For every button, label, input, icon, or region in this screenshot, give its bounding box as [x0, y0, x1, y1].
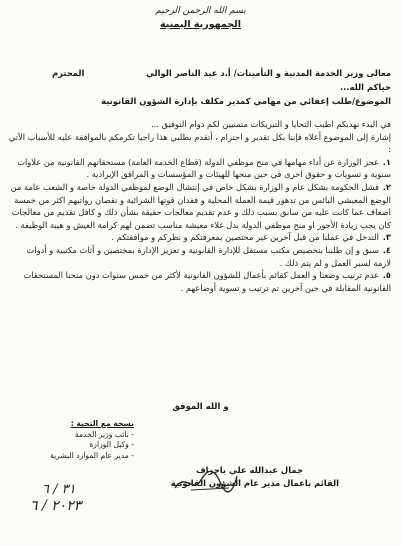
reason-item — [8, 244, 391, 269]
reason-item — [8, 156, 391, 181]
copy-recipient: - نائب وزير الخدمة — [74, 429, 134, 439]
handwritten-date-top: ٣١ / ٦ — [42, 482, 76, 497]
item-number: ٣. — [382, 232, 391, 243]
closing-line: و الله الموفق — [172, 402, 229, 412]
recipient-text: معالى وزير الخدمة المدنية و التأمينات/ أ.د عبد الناصر الوالي — [146, 68, 391, 78]
reason-item — [8, 231, 391, 244]
signatory-title: القائم باعمال مدير عام الشؤون القانونية — [170, 478, 339, 488]
copy-recipient: - وكيل الوزارة — [89, 440, 134, 449]
letter-body — [8, 118, 391, 294]
intro-paragraph-2: إشارة إلى الموضوع أعلاه فإننا بكل تقدير و احترام ، أتقدم بطلبي هذا راجيا تكرمكم بالموافقة عليه للأسباب الآتي : — [8, 131, 391, 155]
honorific: المحترم — [52, 68, 85, 78]
copies-block — [14, 419, 134, 461]
greeting: حياكم الله... — [339, 82, 391, 92]
reason-item — [8, 269, 391, 294]
item-number: ٢. — [382, 181, 391, 192]
item-number: ١. — [382, 156, 391, 167]
signature-scribble-icon — [171, 468, 241, 496]
copies-heading: نسخة مع التحية : — [70, 419, 134, 428]
item-text: عجز الوزارة عن أداء مهامها في منح موظفي الدولة (قطاع الخدمة العامة) مستحقاتهم القانونية من علاوات سنوية و تسويات و حقوق اخرى في حين منحها للهيئات و المؤسسات و المرافق الإيرادية . — [17, 156, 391, 180]
item-text: عدم ترتيب وضعنا و العمل كقائم بأعمال للشؤون القانونية لأكثر من خمس سنوات دون منحنا المستحقات القانونية المقابلة في حين آخرين تم ترتيب و تسوية أوضاعهم . — [23, 270, 391, 293]
copy-recipient: - مدير عام الموارد البشرية — [49, 450, 134, 460]
item-text: فشل الحكومة بشكل عام و الوزارة بشكل خاص في إنتشال الوضع لموظفي الدولة خاصة و الشعب عامة من الوضع المعيشي البائس من تدهور قيمة العملة المحلية و فقدان قوتها الشرائية و نقصان رواتبهم اكثر من خمسة اضعاف عما كانت عليه من سابق بسبب ذلك و عدم تقديم معالجات حقيقة بشأن ذلك و كافل تقديم من معالجات كان يجب زيادة الأجور او منح موظفي الدولة بدل غلاء معيشة مناسب تضمن لهم كرامة العيش و هيبة الوظيفة . — [10, 181, 391, 230]
handwritten-date-bottom: ٢٠٢٣ / ٦ — [30, 498, 82, 514]
signatory-name: جمال عبدالله علي باجزاف — [195, 465, 303, 475]
item-text: التدخل في عملنا من قبل آخرين غير مختصين بمعرفتكم و نظركم و موافقتكم . — [111, 232, 379, 243]
item-number: ٥. — [382, 270, 391, 281]
item-number: ٤. — [382, 244, 391, 255]
basmala-heading: بسم الله الرحمن الرحيم — [155, 6, 246, 16]
republic-heading: الجمهورية اليمنية — [160, 19, 241, 30]
intro-paragraph-1: في البدء نهديكم اطيب التحايا و التبريكات متمنيين لكم دوام التوفيق ... — [151, 119, 391, 129]
recipient-line — [10, 68, 391, 78]
subject-line: الموضوع/طلب إعفائي من مهامي كمدير مكلف بإدارة الشؤون القانونية — [101, 96, 391, 106]
reason-item — [8, 181, 391, 231]
item-text: سبق و إن طلبنا بتخصيص مكتب مستقل للإدارة القانونية و تعزيز الإدارة بمختصين و أثاث مكتبية و أدوات لازمة لسير العمل و لم يتم ذلك . — [26, 244, 391, 268]
